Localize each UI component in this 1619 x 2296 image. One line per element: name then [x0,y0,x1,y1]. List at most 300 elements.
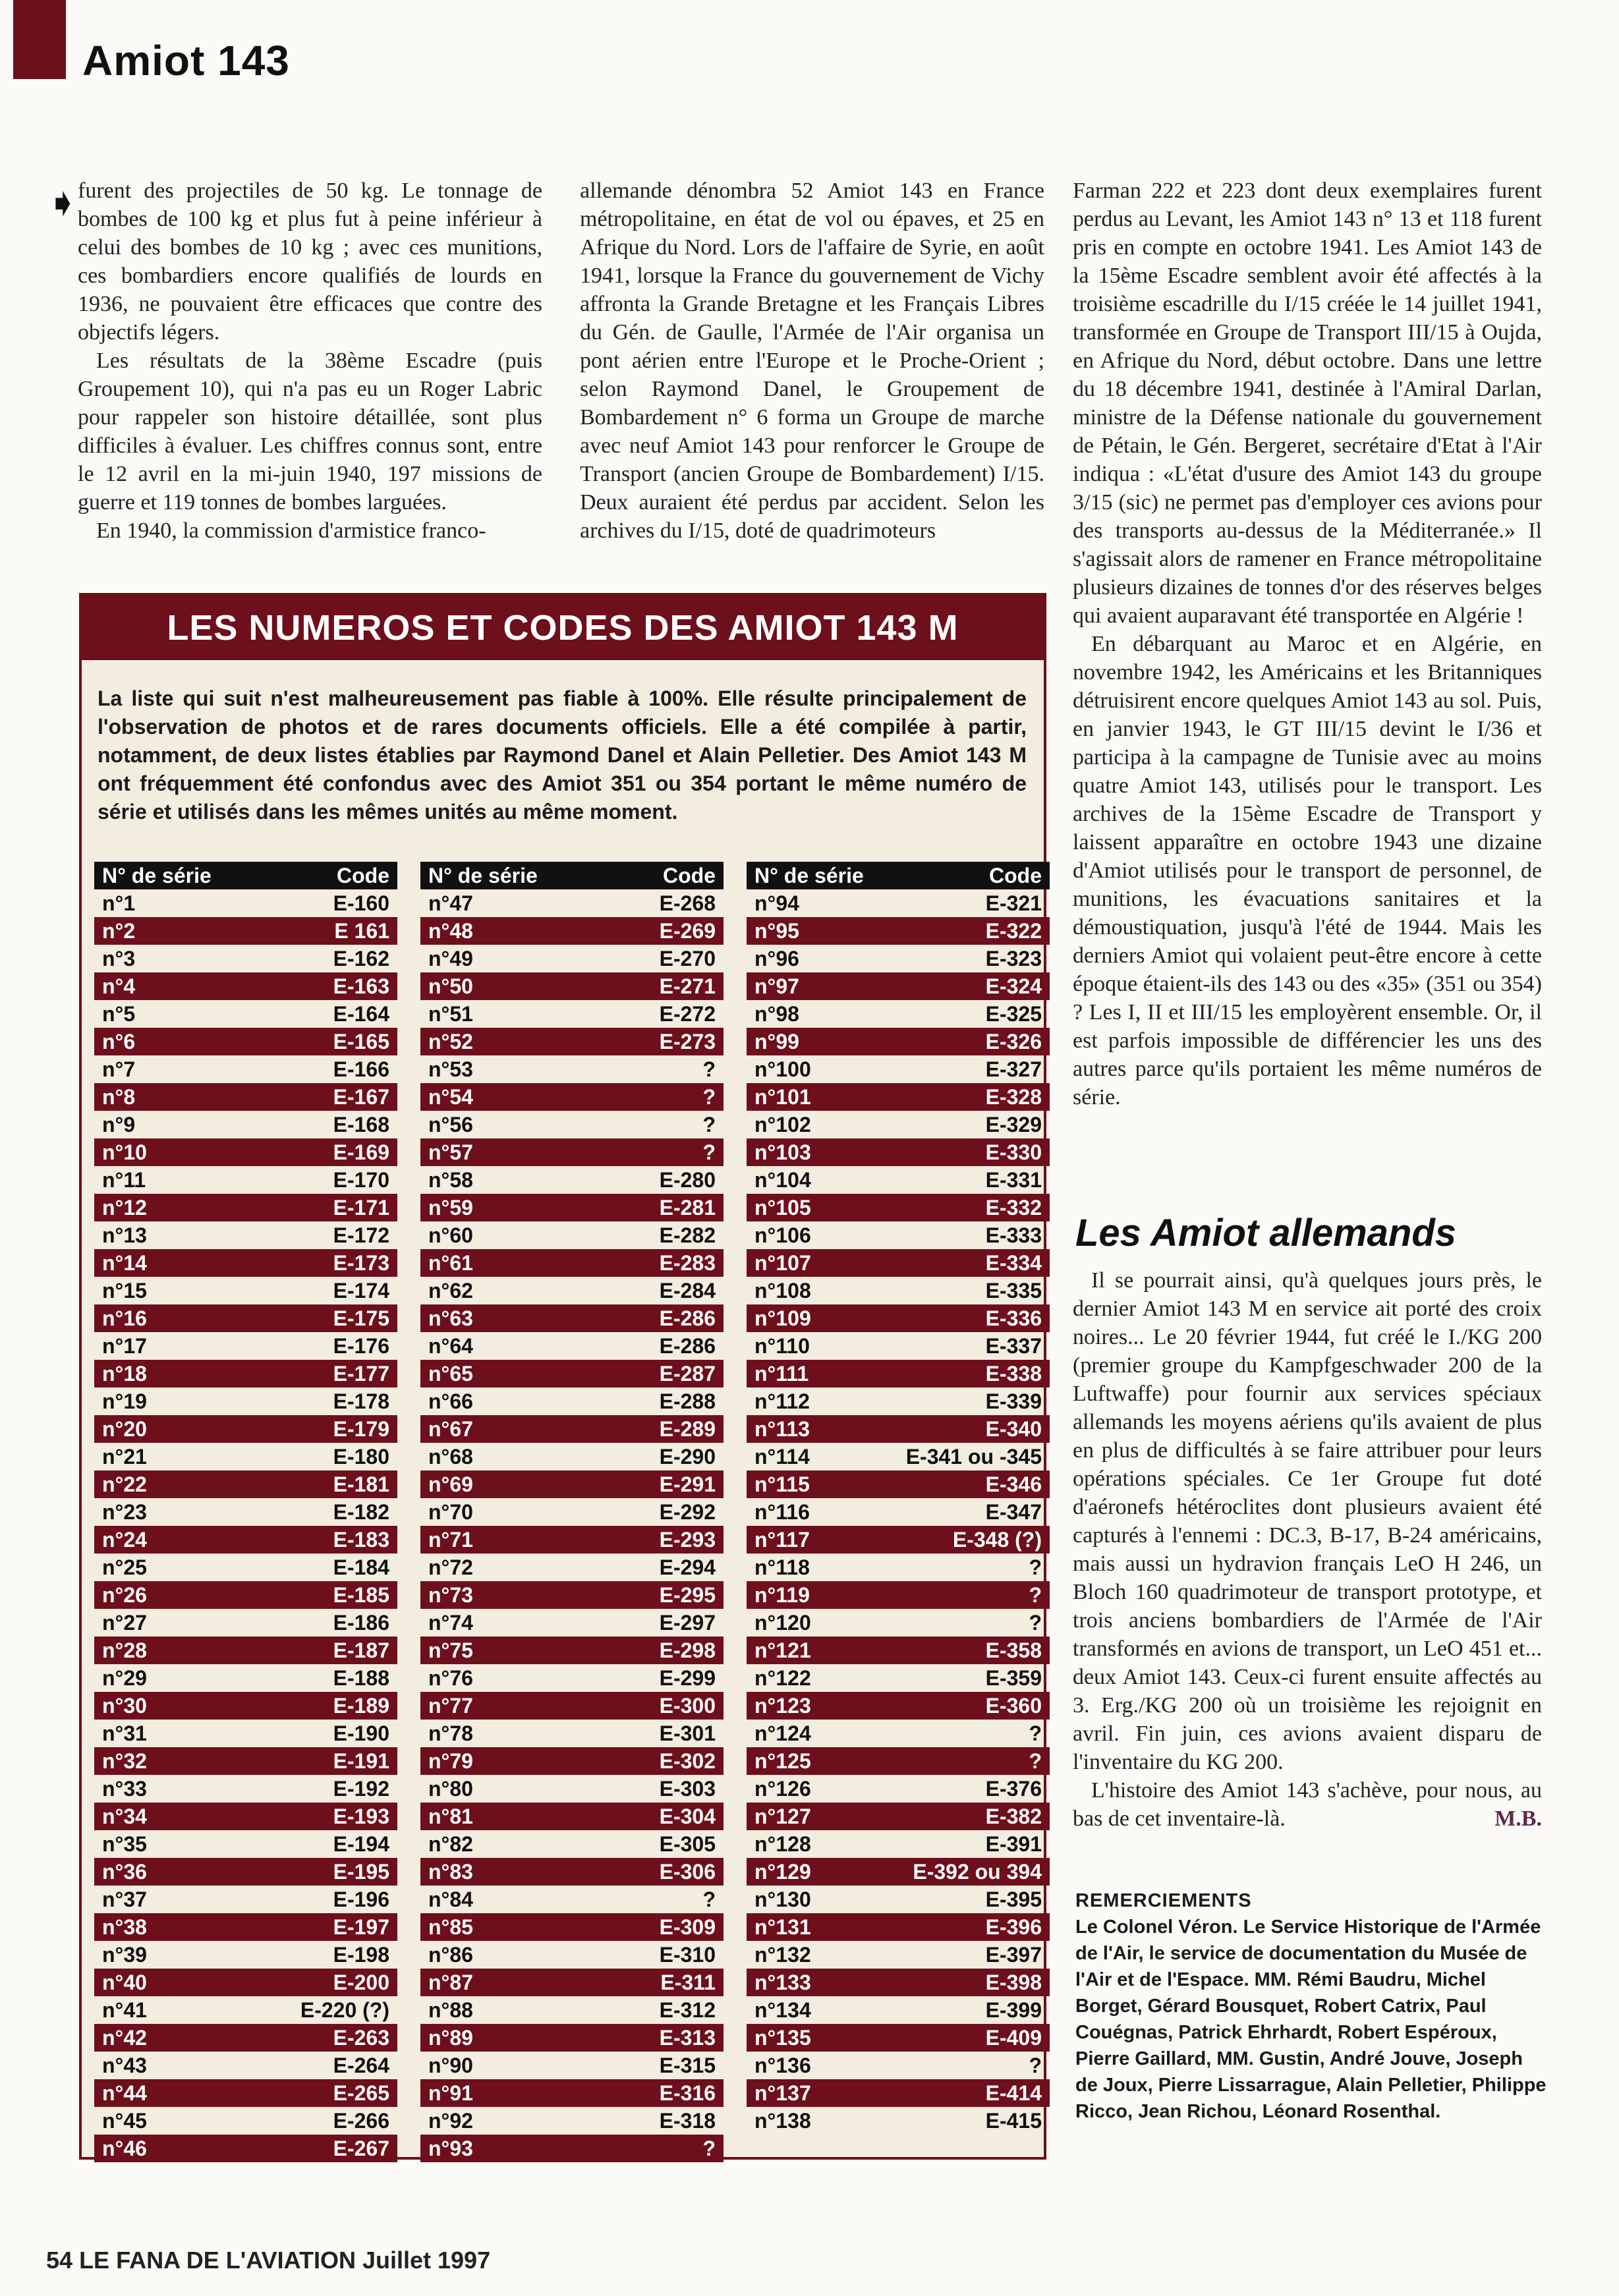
serial-number: n°110 [754,1333,810,1358]
serial-number: n°84 [428,1887,473,1911]
table-row [420,1138,724,1166]
code-value: E-295 [659,1582,716,1607]
table-header-row [747,862,1050,889]
table-header-row [94,862,397,889]
table-row [420,1387,724,1415]
serial-number: n°95 [754,918,799,943]
serial-number: n°91 [428,2081,473,2105]
serial-number: n°30 [102,1693,147,1718]
code-value: E-337 [985,1333,1042,1358]
table-row [94,1969,397,1996]
code-value: E-170 [333,1167,389,1192]
code-value: E-328 [985,1084,1042,1109]
code-value: E-270 [659,946,716,970]
serial-number: n°9 [102,1112,136,1136]
serial-number: n°122 [754,1666,811,1690]
code-value: E-306 [659,1859,716,1884]
paragraph: allemande dénombra 52 Amiot 143 en France métropolitaine, en état de vol ou épaves, et 25 en Afrique du Nord. Lors de l'affaire de Syrie, en août 1941, lorsque la France du gouvernement de Vichy affronta la Grande Bretagne et les Français Libres du Gén. de Gaulle, l'Armée de l'Air organisa un pont aérien entre l'Europe et le Proche-Orient ; selon Raymond Danel, le Groupement de Bombardement n° 6 forma un Groupe de marche avec neuf Amiot 143 pour renforcer le Groupe de Transport (ancien Groupe de Bombardement) I/15. Deux auraient été perdus par accident. Selon les archives du I/15, doté de quadrimoteurs [580,179,1044,543]
table-row [747,1554,1050,1581]
table-row [420,972,724,1000]
table-row [420,917,724,945]
serial-number: n°120 [754,1610,811,1635]
issue-date: Juillet 1997 [362,2247,491,2274]
table-row [420,1111,724,1138]
code-value: E-312 [659,1998,716,2022]
serial-number: n°111 [754,1361,809,1386]
code-value: E-187 [333,1638,389,1662]
author-signature: M.B. [1494,1806,1542,1831]
table-row [94,1194,397,1221]
paragraph: Les résultats de la 38ème Escadre (puis Groupement 10), qui n'a pas eu un Roger Labric pour rappeler son histoire détaillée, sont plus difficiles à évaluer. Les chiffres connus sont, entre le 12 avril en la mi-juin 1940, 197 missions de guerre et 119 tonnes de bombes larguées. [78,349,542,515]
table-row [420,1415,724,1443]
code-value: E-200 [333,1970,389,1994]
serial-number: n°24 [102,1527,147,1552]
code-value: E-272 [659,1001,716,1026]
table-row [420,2135,724,2162]
serial-number: n°5 [102,1001,136,1026]
code-value: E-263 [333,2025,389,2050]
table-row [420,1913,724,1941]
article-column-3 [1073,177,1542,1111]
code-value: E-292 [659,1499,716,1524]
paragraph: furent des projectiles de 50 kg. Le tonnage de bombes de 100 kg et plus fut à peine inférieur à celui des bombes de 10 kg ; avec ces munitions, ces bombardiers encore qualifiés de lourds en 1936, ne pouvaient être efficaces que contre des objectifs légers. [78,179,542,345]
table-row [94,945,397,972]
table-row [420,1775,724,1803]
table-row [94,2079,397,2107]
table-row [420,1221,724,1249]
code-value: E-336 [985,1306,1042,1330]
code-value: E-269 [659,918,716,943]
table-row [94,2052,397,2079]
table-row [420,1304,724,1332]
serial-number: n°50 [428,974,473,998]
table-row [747,1692,1050,1720]
code-value: E-315 [659,2053,716,2077]
table-row [94,1830,397,1858]
serial-number: n°86 [428,1942,473,1967]
table-row [747,1443,1050,1470]
table-row [747,972,1050,1000]
code-value: E-177 [333,1361,389,1386]
serial-number: n°77 [428,1693,473,1718]
code-value: E-300 [659,1693,716,1718]
serial-number: n°7 [102,1057,136,1081]
serial-number: n°127 [754,1804,811,1828]
table-row [94,1554,397,1581]
table-row [747,889,1050,917]
serial-number: n°43 [102,2053,147,2077]
serial-number: n°132 [754,1942,811,1967]
code-value: E-178 [333,1389,389,1413]
table-row [420,1941,724,1969]
serial-number: n°69 [428,1472,473,1496]
table-row [747,1028,1050,1055]
table-row [420,1720,724,1747]
code-value: E-323 [985,946,1042,970]
serial-number: n°15 [102,1278,147,1302]
page-footer [46,2247,490,2274]
serial-number: n°32 [102,1749,147,1773]
table-row [94,1111,397,1138]
serial-number: n°41 [102,1998,147,2022]
serial-number: n°112 [754,1389,810,1413]
table-row [747,1304,1050,1332]
code-value: E-198 [333,1942,389,1967]
serial-number: n°67 [428,1416,473,1441]
table-row [420,2107,724,2135]
serial-number: n°105 [754,1195,811,1219]
serial-number: n°70 [428,1499,473,1524]
code-value: E-288 [659,1389,716,1413]
code-value: E-304 [659,1804,716,1828]
serial-number: n°128 [754,1832,811,1856]
serial-number: n°108 [754,1278,811,1302]
code-value: E-335 [985,1278,1042,1302]
serial-number: n°129 [754,1859,811,1884]
code-value: E-301 [659,1721,716,1745]
serial-number: n°125 [754,1749,811,1773]
table-row [747,1637,1050,1664]
code-value: E-409 [985,2025,1042,2050]
header-code: Code [337,863,389,887]
code-value: E-174 [333,1278,389,1302]
serial-number: n°51 [428,1001,473,1026]
header-code: Code [663,863,716,887]
code-value: E-358 [985,1638,1042,1662]
page-title: Amiot 143 [82,37,290,84]
serial-number: n°79 [428,1749,473,1773]
serial-number: n°81 [428,1804,473,1828]
table-row [94,917,397,945]
code-value: E-346 [985,1472,1042,1496]
code-value: E-330 [985,1140,1042,1164]
table-row [420,1166,724,1194]
table-row [94,889,397,917]
serial-number: n°138 [754,2108,811,2133]
table-row [94,1332,397,1360]
table-row [747,1581,1050,1609]
table-row [747,1194,1050,1221]
code-value: E-291 [659,1472,716,1496]
serial-number: n°107 [754,1250,811,1275]
table-row [94,2135,397,2162]
serial-number: n°130 [754,1887,811,1911]
table-row [747,1609,1050,1637]
serial-number: n°12 [102,1195,147,1219]
serial-number: n°116 [754,1499,810,1524]
table-row [94,1664,397,1692]
code-value: ? [1029,1749,1042,1773]
code-value: ? [1029,1610,1042,1635]
table-row [420,1830,724,1858]
table-row [747,1664,1050,1692]
code-value: E-298 [659,1638,716,1662]
serial-number: n°66 [428,1389,473,1413]
serial-number: n°62 [428,1278,473,1302]
code-value: E-196 [333,1887,389,1911]
serial-number: n°93 [428,2136,473,2160]
table-row [420,1332,724,1360]
code-value: E-169 [333,1140,389,1164]
serial-number: n°131 [754,1915,811,1939]
table-row [94,1747,397,1775]
code-value: ? [702,1112,716,1136]
header-code: Code [989,863,1042,887]
table-row [747,2107,1050,2135]
table-row [420,1249,724,1277]
serial-number: n°102 [754,1112,811,1136]
table-row [747,1858,1050,1886]
serial-number: n°90 [428,2053,473,2077]
code-value: E-283 [659,1250,716,1275]
code-value: E-175 [333,1306,389,1330]
table-row [94,1858,397,1886]
table-row [420,1886,724,1913]
serial-number: n°135 [754,2025,811,2050]
table-row [420,1969,724,1996]
serial-table-column-1 [94,862,397,2162]
code-value: E-294 [659,1555,716,1579]
code-value: E-359 [985,1666,1042,1690]
acknowledgements-title: REMERCIEMENTS [1075,1890,1252,1911]
table-row [747,1249,1050,1277]
closing-text: L'histoire des Amiot 143 s'achève, pour nous, au bas de cet inventaire-là. [1073,1778,1542,1831]
table-row [94,1803,397,1830]
code-value: E-341 ou -345 [905,1444,1042,1469]
code-value: E-311 [660,1970,716,1994]
serial-number: n°121 [754,1638,811,1662]
paragraph: Il se pourrait ainsi, qu'à quelques jours près, le dernier Amiot 143 M en service ait porté des croix noires... Le 20 février 1944, fut créé le I./KG 200 (premier groupe du Kampfgeschwader 200 de la Luftwaffe) pour fournir aux services spéciaux allemands les moyens aériens qu'ils avaient de plus en plus de difficultés à se faire attribuer pour leurs opérations spéciales. Ce 1er Groupe fut doté d'aéronefs hétéroclites dont plusieurs avaient été capturés à l'ennemi : DC.3, B-17, B-24 américains, mais aussi un hydravion français LeO H 246, un Bloch 160 quadrimoteur de transport prototype, et trois anciens bombardiers de l'Armée de l'Air transformés en avions de transport, un LeO 451 et... deux Amiot 143. Ceux-ci furent ensuite affectés au 3. Erg./KG 200 où un troisième les rejoignit en avril. Fin juin, ces avions avaient disparu de l'inventaire du KG 200. [1073,1268,1542,1774]
serial-number: n°87 [428,1970,473,1994]
code-value: E-333 [985,1223,1042,1247]
table-row [94,1304,397,1332]
serial-number: n°54 [428,1084,473,1109]
serial-number: n°65 [428,1361,473,1386]
table-row [94,1996,397,2024]
serial-number: n°3 [102,946,136,970]
code-value: E-265 [333,2081,389,2105]
paragraph [1073,1776,1542,1833]
table-row [94,1249,397,1277]
paragraph: En 1940, la commission d'armistice franco- [96,518,486,543]
table-row [94,1083,397,1111]
box-intro: La liste qui suit n'est malheureusement pas fiable à 100%. Elle résulte principalement de l'observation de photos et de rares documents officiels. Elle a été compilée à partir, notamment, de deux listes établies par Raymond Danel et Alain Pelletier. Des Amiot 143 M ont fréquemment été confondus avec des Amiot 351 ou 354 portant le même numéro de série et utilisés dans les mêmes unités au même moment. [98,686,1027,824]
table-row [747,1913,1050,1941]
table-row [747,1000,1050,1028]
serial-number: n°36 [102,1859,147,1884]
table-row [94,1470,397,1498]
code-value: E-399 [985,1998,1042,2022]
serial-number: n°61 [428,1250,473,1275]
code-value: ? [1029,2053,1042,2077]
table-row [94,972,397,1000]
serial-number: n°99 [754,1029,799,1053]
code-value: E-266 [333,2108,389,2133]
table-row [747,1498,1050,1526]
serial-number: n°34 [102,1804,147,1828]
table-row [747,1387,1050,1415]
code-value: E-397 [985,1942,1042,1967]
table-row [420,1000,724,1028]
serial-number: n°47 [428,891,473,915]
code-value: E-310 [659,1942,716,1967]
code-value: E-396 [985,1915,1042,1939]
serial-number: n°85 [428,1915,473,1939]
code-value: E-360 [985,1693,1042,1718]
serial-number: n°57 [428,1140,473,1164]
table-row [94,1692,397,1720]
code-value: E-415 [985,2108,1042,2133]
table-row [747,1941,1050,1969]
serial-number: n°58 [428,1167,473,1192]
serial-number: n°16 [102,1306,147,1330]
table-row [747,945,1050,972]
table-header-row [420,862,724,889]
code-value: E-271 [659,974,716,998]
code-value: E-163 [333,974,389,998]
code-value: E-398 [985,1970,1042,1994]
code-value: E-179 [333,1416,389,1441]
code-value: E-168 [333,1112,389,1136]
serial-number: n°45 [102,2108,147,2133]
serial-number: n°60 [428,1223,473,1247]
table-row [747,1830,1050,1858]
table-row [420,2079,724,2107]
table-row [747,1138,1050,1166]
code-value: E-181 [333,1472,389,1496]
table-row [94,1886,397,1913]
table-row [747,1996,1050,2024]
serial-number: n°56 [428,1112,473,1136]
serial-number: n°119 [754,1582,810,1607]
table-row [94,1055,397,1083]
table-row [747,1332,1050,1360]
code-value: E-414 [985,2081,1042,2105]
code-value: E-192 [333,1776,389,1801]
code-value: E-172 [333,1223,389,1247]
serial-number: n°96 [754,946,799,970]
code-value: E-188 [333,1666,389,1690]
serial-number: n°123 [754,1693,811,1718]
code-value: E-340 [985,1416,1042,1441]
serial-number: n°94 [754,891,799,915]
serial-number: n°89 [428,2025,473,2050]
serial-number: n°113 [754,1416,810,1441]
code-value: E-332 [985,1195,1042,1219]
table-row [747,1055,1050,1083]
serial-number: n°29 [102,1666,147,1690]
serial-number: n°72 [428,1555,473,1579]
serial-number: n°11 [102,1167,146,1192]
serial-number: n°73 [428,1582,473,1607]
code-value: E-194 [333,1832,389,1856]
table-row [747,1969,1050,1996]
serial-number: n°28 [102,1638,147,1662]
code-value: E-309 [659,1915,716,1939]
code-value: E-189 [333,1693,389,1718]
table-row [747,1111,1050,1138]
table-row [420,1028,724,1055]
serial-number: n°39 [102,1942,147,1967]
serial-number: n°101 [754,1084,811,1109]
table-row [94,1581,397,1609]
code-value: E-193 [333,1804,389,1828]
serial-number: n°117 [754,1527,810,1552]
serial-number: n°10 [102,1140,147,1164]
serial-number: n°59 [428,1195,473,1219]
code-value: E-268 [659,891,716,915]
code-value: E-166 [333,1057,389,1081]
table-row [420,1083,724,1111]
serial-number: n°8 [102,1084,136,1109]
table-row [94,1443,397,1470]
code-value: ? [1029,1721,1042,1745]
code-value: E-287 [659,1361,716,1386]
table-row [94,1415,397,1443]
code-value: E-313 [659,2025,716,2050]
article-column-1 [78,177,542,545]
table-row [94,1498,397,1526]
code-value: E-160 [333,891,389,915]
table-row [747,1775,1050,1803]
serial-number: n°19 [102,1389,147,1413]
serial-number: n°133 [754,1970,811,1994]
table-row [420,1443,724,1470]
code-value: E-280 [659,1167,716,1192]
code-value: E-282 [659,1223,716,1247]
serial-number: n°40 [102,1970,147,1994]
code-value: E-264 [333,2053,389,2077]
code-value: E-391 [985,1832,1042,1856]
code-value: E-180 [333,1444,389,1469]
serial-number: n°1 [102,891,136,915]
table-row [94,2024,397,2052]
serial-number: n°46 [102,2136,147,2160]
code-value: E-299 [659,1666,716,1690]
serial-number: n°80 [428,1776,473,1801]
code-value: ? [702,1140,716,1164]
serial-number: n°126 [754,1776,811,1801]
code-value: ? [702,1084,716,1109]
table-row [94,1720,397,1747]
table-row [420,1277,724,1304]
table-row [747,1886,1050,1913]
code-value: E-281 [659,1195,716,1219]
code-value: E-267 [333,2136,389,2160]
code-value: E-395 [985,1887,1042,1911]
code-value: E-286 [659,1306,716,1330]
serial-number: n°74 [428,1610,473,1635]
serial-number: n°13 [102,1223,147,1247]
table-row [747,1470,1050,1498]
code-value: E-284 [659,1278,716,1302]
table-row [94,1941,397,1969]
serial-number: n°52 [428,1029,473,1053]
serial-number: n°137 [754,2081,811,2105]
code-value: E-329 [985,1112,1042,1136]
serial-number: n°18 [102,1361,147,1386]
serial-number: n°124 [754,1721,811,1745]
table-row [747,1083,1050,1111]
code-value: E-322 [985,918,1042,943]
table-row [420,945,724,972]
table-row [94,1609,397,1637]
code-value: E-286 [659,1333,716,1358]
serial-number: n°25 [102,1555,147,1579]
table-row [747,1747,1050,1775]
table-row [94,2107,397,2135]
continuation-arrow-icon: ➧ [46,180,80,226]
